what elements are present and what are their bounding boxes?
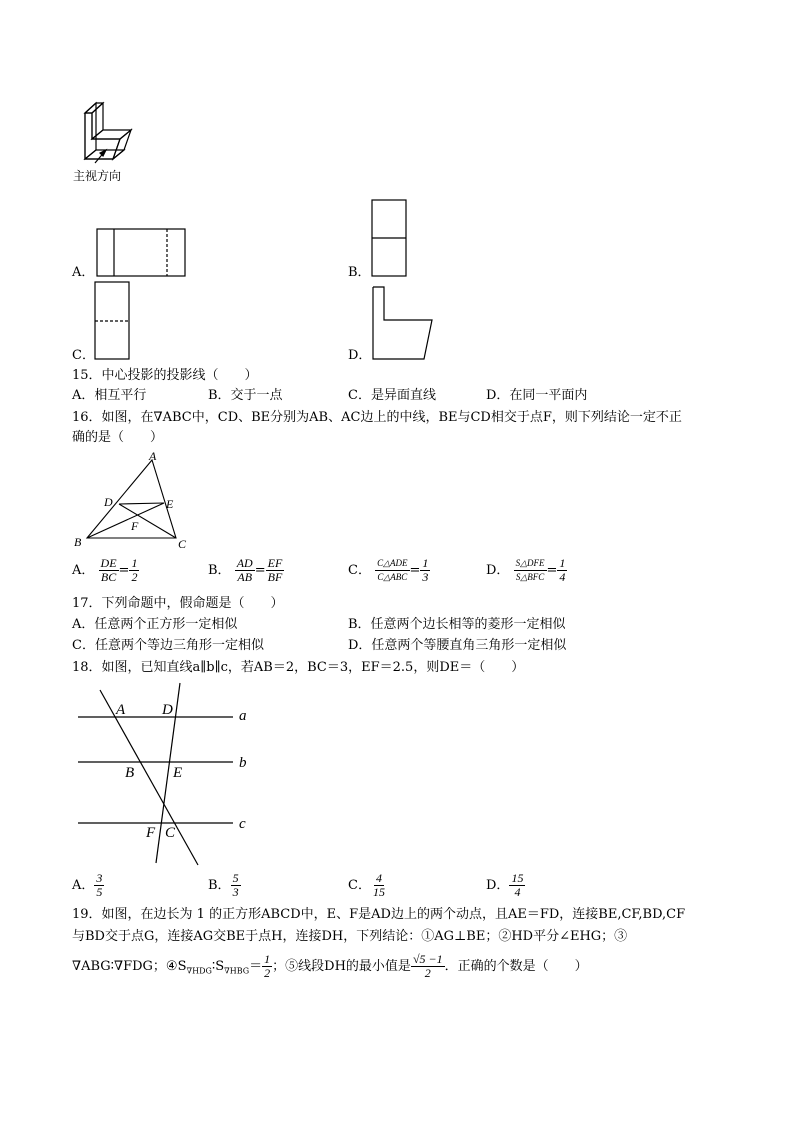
q14-caption: 主视方向: [73, 169, 122, 183]
q19-stem-line1: 19．如图，在边长为 1 的正方形ABCD中，E、F是AD边上的两个动点，且AE＝FD，连接BE,CF,BD,CF: [72, 907, 686, 922]
q14-option-d-label: D．: [348, 348, 372, 363]
q16-label-c: C: [178, 537, 187, 551]
q14-option-b-label: B．: [348, 265, 371, 280]
q18-line-c: c: [239, 816, 246, 832]
q18-line-a: a: [239, 708, 247, 724]
q18-line-b: b: [239, 755, 247, 771]
q14-solid-figure: [85, 103, 131, 163]
q18-label-a: A: [116, 702, 126, 718]
q17-option-d: D．任意两个等腰直角三角形一定相似: [348, 638, 567, 653]
q16-option-b: B． $\frac{AD}{AB}$ = $\frac{EF}{BF}$: [208, 556, 283, 584]
q14-option-a-label: A．: [72, 265, 95, 280]
q16-label-a: A: [149, 449, 157, 463]
q16-stem-line1: 16．如图，在∇ABC中，CD、BE分别为AB、AC边上的中线，BE与CD相交于点F，则下列结论一定不正: [72, 410, 682, 425]
q16-label-f: F: [131, 519, 139, 533]
q18-label-e: E: [173, 765, 183, 781]
q16-option-a: A． $\frac{DE}{BC}$ = $\frac{1}{2}$: [72, 556, 138, 584]
q18-label-c: C: [165, 825, 176, 841]
q17-option-c: C．任意两个等边三角形一定相似: [72, 638, 264, 653]
q15-option-d: D．在同一平面内: [486, 388, 588, 403]
q16-label-e: E: [166, 497, 174, 511]
q16-label-b: B: [74, 535, 82, 549]
q18-label-d: D: [162, 702, 173, 718]
q16-label-d: D: [104, 495, 113, 509]
q18-label-f: F: [146, 825, 156, 841]
q18-option-b: B． $\frac{5}{3}$: [208, 871, 239, 899]
q18-label-b: B: [125, 765, 135, 781]
q18-option-c: C． $\frac{4}{15}$: [348, 871, 385, 899]
q18-stem: 18．如图，已知直线a∥b∥c，若AB＝2，BC＝3，EF＝2.5，则DE＝（ ）: [72, 660, 525, 675]
q18-option-a: A． $\frac{3}{5}$: [72, 871, 103, 899]
q15-stem: 15．中心投影的投影线（ ）: [72, 368, 258, 383]
q14-option-c-label: C．: [72, 348, 95, 363]
q18-parallel-lines-figure: [78, 683, 233, 865]
q17-option-b: B．任意两个边长相等的菱形一定相似: [348, 617, 566, 632]
q16-stem-line2: 确的是（ ）: [72, 430, 164, 445]
q15-option-b: B．交于一点: [208, 388, 283, 403]
q19-stem-line3: ∇ABG∶∇FDG；$④S_{\nabla HDG}∶S_{\nabla HBG}=$ $\frac{1}{2}$ ；⑤线段DH的最小值是 $\frac{√5 -1}{2}$ ．正确的个数是（ ）: [72, 952, 588, 980]
q14-option-d-view: [373, 287, 432, 359]
q15-option-c: C．是异面直线: [348, 388, 436, 403]
q17-option-a: A．任意两个正方形一定相似: [72, 617, 238, 632]
q14-option-b-view: [372, 200, 406, 276]
q16-option-c: C． $\frac{\text{C△ADE}}{\text{C△ABC}}$ = $\frac{1}{3}$: [348, 556, 429, 584]
q17-stem: 17．下列命题中，假命题是（ ）: [72, 596, 284, 611]
q14-option-a-view: [97, 229, 185, 276]
q16-option-d: D． $\frac{\text{S△DFE}}{\text{S△BFC}}$ = $\frac{1}{4}$: [486, 556, 566, 584]
q14-option-c-view: [95, 282, 129, 359]
q15-option-a: A．相互平行: [72, 388, 147, 403]
q18-option-d: D． $\frac{15}{4}$: [486, 871, 524, 899]
q19-stem-line2: 与BD交于点G，连接AG交BE于点H，连接DH，下列结论：①AG⊥BE；②HD平分∠EHG；③: [72, 929, 628, 944]
